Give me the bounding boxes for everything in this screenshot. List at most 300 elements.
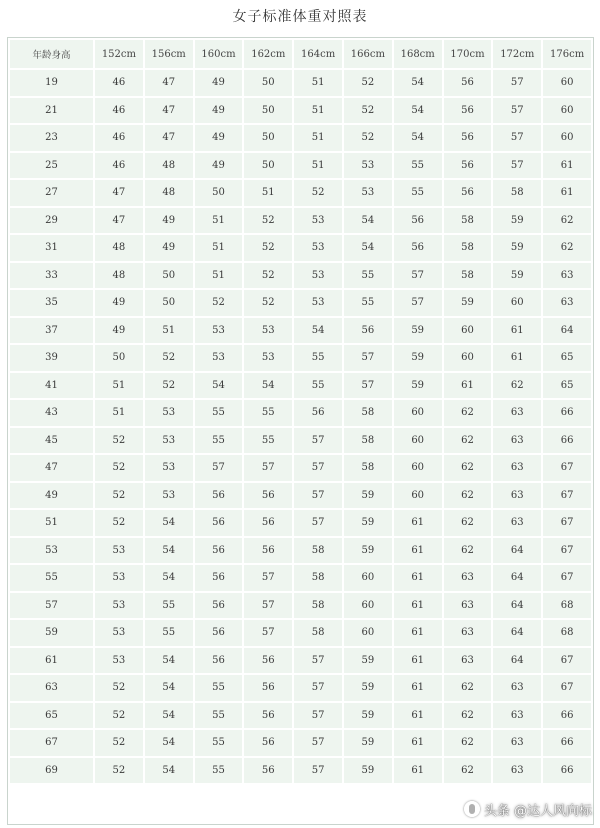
table-row [10, 510, 591, 536]
weight-cell: 52 [95, 758, 143, 784]
table-row [10, 290, 591, 316]
weight-cell: 52 [244, 208, 292, 234]
weight-cell: 55 [195, 428, 243, 454]
weight-cell: 60 [344, 593, 392, 619]
weight-cell: 65 [543, 345, 591, 371]
height-header: 156cm [145, 40, 193, 68]
weight-cell: 46 [95, 153, 143, 179]
weight-cell: 57 [394, 263, 442, 289]
table-row [10, 758, 591, 784]
weight-cell: 51 [294, 70, 342, 96]
weight-cell: 64 [493, 620, 541, 646]
table-row [10, 593, 591, 619]
weight-cell: 57 [394, 290, 442, 316]
weight-cell: 57 [294, 730, 342, 756]
height-header: 172cm [493, 40, 541, 68]
weight-cell: 50 [145, 290, 193, 316]
weight-cell: 50 [244, 125, 292, 151]
weight-cell: 55 [294, 373, 342, 399]
weight-cell: 62 [444, 675, 492, 701]
weight-cell: 49 [95, 318, 143, 344]
weight-cell: 63 [444, 565, 492, 591]
weight-cell: 54 [145, 703, 193, 729]
weight-cell: 64 [493, 565, 541, 591]
weight-cell: 57 [294, 483, 342, 509]
table-row [10, 180, 591, 206]
weight-cell: 53 [95, 565, 143, 591]
weight-cell: 57 [244, 593, 292, 619]
height-header: 152cm [95, 40, 143, 68]
weight-cell: 49 [145, 235, 193, 261]
weight-cell: 56 [394, 235, 442, 261]
weight-cell: 63 [493, 510, 541, 536]
age-cell: 19 [10, 70, 93, 96]
weight-cell: 67 [543, 483, 591, 509]
weight-cell: 53 [95, 620, 143, 646]
weight-cell: 57 [493, 70, 541, 96]
weight-cell: 52 [244, 263, 292, 289]
weight-cell: 56 [195, 538, 243, 564]
weight-cell: 50 [195, 180, 243, 206]
weight-cell: 63 [543, 290, 591, 316]
weight-cell: 46 [95, 125, 143, 151]
weight-cell: 55 [344, 290, 392, 316]
weight-cell: 62 [444, 703, 492, 729]
weight-cell: 56 [244, 483, 292, 509]
weight-cell: 62 [444, 538, 492, 564]
weight-cell: 52 [244, 235, 292, 261]
weight-cell: 59 [344, 648, 392, 674]
weight-cell: 62 [444, 510, 492, 536]
weight-cell: 67 [543, 675, 591, 701]
age-cell: 51 [10, 510, 93, 536]
weight-cell: 66 [543, 758, 591, 784]
weight-cell: 48 [145, 153, 193, 179]
weight-cell: 57 [294, 510, 342, 536]
weight-cell: 60 [444, 318, 492, 344]
weight-cell: 53 [145, 400, 193, 426]
weight-cell: 53 [95, 593, 143, 619]
weight-cell: 64 [493, 538, 541, 564]
weight-cell: 54 [195, 373, 243, 399]
weight-cell: 56 [344, 318, 392, 344]
weight-cell: 62 [444, 455, 492, 481]
weight-cell: 55 [195, 703, 243, 729]
weight-cell: 54 [394, 125, 442, 151]
age-cell: 45 [10, 428, 93, 454]
weight-cell: 57 [344, 345, 392, 371]
weight-cell: 48 [95, 263, 143, 289]
weight-table-container [7, 37, 594, 825]
weight-cell: 56 [195, 510, 243, 536]
weight-cell: 53 [244, 318, 292, 344]
height-header: 162cm [244, 40, 292, 68]
weight-cell: 59 [493, 235, 541, 261]
weight-cell: 58 [294, 565, 342, 591]
weight-cell: 58 [344, 428, 392, 454]
weight-cell: 58 [444, 263, 492, 289]
weight-cell: 57 [294, 455, 342, 481]
weight-cell: 56 [244, 510, 292, 536]
weight-cell: 58 [344, 455, 392, 481]
weight-cell: 52 [95, 428, 143, 454]
weight-cell: 59 [344, 730, 392, 756]
weight-cell: 51 [294, 125, 342, 151]
table-row [10, 98, 591, 124]
weight-cell: 62 [444, 428, 492, 454]
weight-cell: 63 [444, 593, 492, 619]
weight-cell: 55 [244, 428, 292, 454]
weight-cell: 46 [95, 70, 143, 96]
table-row [10, 208, 591, 234]
weight-cell: 62 [543, 208, 591, 234]
weight-cell: 59 [344, 538, 392, 564]
table-row [10, 318, 591, 344]
age-cell: 69 [10, 758, 93, 784]
weight-cell: 63 [493, 758, 541, 784]
weight-cell: 55 [244, 400, 292, 426]
weight-cell: 51 [244, 180, 292, 206]
table-row [10, 125, 591, 151]
table-row [10, 483, 591, 509]
weight-cell: 59 [394, 345, 442, 371]
table-row [10, 538, 591, 564]
age-cell: 25 [10, 153, 93, 179]
table-row [10, 648, 591, 674]
weight-cell: 56 [244, 730, 292, 756]
weight-cell: 60 [344, 565, 392, 591]
weight-cell: 67 [543, 565, 591, 591]
weight-cell: 60 [394, 455, 442, 481]
weight-cell: 63 [493, 400, 541, 426]
weight-cell: 61 [394, 648, 442, 674]
weight-cell: 52 [244, 290, 292, 316]
weight-cell: 54 [344, 235, 392, 261]
weight-cell: 60 [394, 483, 442, 509]
table-row [10, 263, 591, 289]
weight-cell: 67 [543, 455, 591, 481]
weight-cell: 56 [195, 593, 243, 619]
weight-cell: 52 [95, 483, 143, 509]
weight-cell: 58 [294, 620, 342, 646]
age-cell: 49 [10, 483, 93, 509]
weight-cell: 59 [344, 758, 392, 784]
weight-cell: 65 [543, 373, 591, 399]
weight-cell: 56 [244, 675, 292, 701]
weight-cell: 54 [344, 208, 392, 234]
page-title: 女子标准体重对照表 [232, 9, 368, 25]
weight-cell: 57 [294, 648, 342, 674]
weight-cell: 52 [95, 730, 143, 756]
weight-cell: 57 [294, 703, 342, 729]
weight-cell: 54 [294, 318, 342, 344]
weight-cell: 60 [543, 125, 591, 151]
weight-cell: 62 [543, 235, 591, 261]
weight-cell: 54 [145, 648, 193, 674]
weight-cell: 55 [394, 180, 442, 206]
age-cell: 37 [10, 318, 93, 344]
height-header: 166cm [344, 40, 392, 68]
weight-cell: 63 [444, 620, 492, 646]
weight-cell: 58 [294, 593, 342, 619]
corner-header: 年龄身高 [10, 40, 93, 68]
weight-cell: 63 [493, 428, 541, 454]
weight-cell: 66 [543, 730, 591, 756]
weight-cell: 61 [394, 510, 442, 536]
weight-cell: 60 [543, 98, 591, 124]
weight-cell: 53 [145, 483, 193, 509]
weight-cell: 47 [95, 180, 143, 206]
table-row [10, 400, 591, 426]
weight-cell: 56 [244, 703, 292, 729]
weight-cell: 54 [145, 510, 193, 536]
weight-cell: 52 [294, 180, 342, 206]
weight-cell: 61 [394, 593, 442, 619]
height-header: 160cm [195, 40, 243, 68]
weight-cell: 51 [195, 263, 243, 289]
weight-cell: 56 [444, 98, 492, 124]
weight-cell: 59 [394, 318, 442, 344]
weight-cell: 54 [394, 98, 442, 124]
weight-cell: 56 [195, 620, 243, 646]
weight-cell: 55 [145, 620, 193, 646]
weight-cell: 60 [394, 400, 442, 426]
weight-cell: 52 [145, 345, 193, 371]
weight-cell: 51 [294, 98, 342, 124]
table-row [10, 675, 591, 701]
weight-cell: 56 [444, 70, 492, 96]
weight-cell: 46 [95, 98, 143, 124]
age-cell: 31 [10, 235, 93, 261]
weight-cell: 61 [394, 730, 442, 756]
weight-cell: 55 [195, 730, 243, 756]
weight-cell: 57 [493, 98, 541, 124]
weight-cell: 57 [244, 455, 292, 481]
weight-cell: 56 [294, 400, 342, 426]
weight-cell: 61 [394, 565, 442, 591]
weight-cell: 56 [394, 208, 442, 234]
weight-cell: 64 [543, 318, 591, 344]
weight-cell: 57 [195, 455, 243, 481]
weight-cell: 54 [145, 730, 193, 756]
weight-cell: 62 [444, 730, 492, 756]
weight-cell: 60 [493, 290, 541, 316]
weight-cell: 53 [244, 345, 292, 371]
age-cell: 61 [10, 648, 93, 674]
weight-cell: 47 [145, 70, 193, 96]
table-row [10, 565, 591, 591]
weight-cell: 57 [493, 153, 541, 179]
age-cell: 35 [10, 290, 93, 316]
weight-cell: 55 [195, 758, 243, 784]
weight-cell: 59 [493, 208, 541, 234]
weight-cell: 55 [294, 345, 342, 371]
age-cell: 59 [10, 620, 93, 646]
table-row [10, 620, 591, 646]
weight-cell: 53 [145, 428, 193, 454]
age-cell: 63 [10, 675, 93, 701]
weight-cell: 67 [543, 538, 591, 564]
weight-cell: 53 [294, 290, 342, 316]
weight-cell: 54 [145, 675, 193, 701]
weight-cell: 54 [145, 538, 193, 564]
weight-cell: 61 [394, 538, 442, 564]
weight-cell: 47 [145, 98, 193, 124]
weight-cell: 61 [394, 703, 442, 729]
weight-cell: 50 [95, 345, 143, 371]
weight-cell: 56 [195, 483, 243, 509]
weight-cell: 52 [344, 70, 392, 96]
weight-cell: 61 [493, 345, 541, 371]
weight-cell: 51 [195, 235, 243, 261]
weight-cell: 50 [244, 70, 292, 96]
weight-cell: 59 [444, 290, 492, 316]
weight-cell: 57 [244, 620, 292, 646]
table-row [10, 70, 591, 96]
weight-cell: 68 [543, 593, 591, 619]
weight-cell: 59 [344, 675, 392, 701]
weight-cell: 56 [244, 648, 292, 674]
weight-cell: 62 [444, 758, 492, 784]
weight-cell: 66 [543, 703, 591, 729]
weight-cell: 49 [195, 70, 243, 96]
weight-cell: 58 [493, 180, 541, 206]
height-header: 164cm [294, 40, 342, 68]
weight-cell: 49 [195, 125, 243, 151]
weight-cell: 53 [294, 263, 342, 289]
weight-cell: 51 [95, 373, 143, 399]
weight-cell: 53 [294, 235, 342, 261]
weight-cell: 58 [344, 400, 392, 426]
table-row [10, 373, 591, 399]
weight-cell: 53 [195, 318, 243, 344]
weight-cell: 58 [294, 538, 342, 564]
age-cell: 23 [10, 125, 93, 151]
weight-cell: 61 [444, 373, 492, 399]
weight-cell: 68 [543, 620, 591, 646]
table-row [10, 153, 591, 179]
weight-cell: 60 [444, 345, 492, 371]
weight-cell: 50 [244, 153, 292, 179]
weight-cell: 63 [493, 483, 541, 509]
weight-cell: 53 [95, 538, 143, 564]
weight-cell: 55 [145, 593, 193, 619]
age-cell: 65 [10, 703, 93, 729]
table-body [10, 70, 591, 783]
age-cell: 67 [10, 730, 93, 756]
weight-cell: 66 [543, 400, 591, 426]
weight-cell: 61 [493, 318, 541, 344]
weight-cell: 50 [244, 98, 292, 124]
weight-cell: 63 [493, 675, 541, 701]
weight-cell: 52 [95, 703, 143, 729]
weight-cell: 59 [344, 483, 392, 509]
weight-cell: 56 [444, 125, 492, 151]
weight-cell: 57 [294, 758, 342, 784]
weight-cell: 50 [145, 263, 193, 289]
weight-cell: 52 [95, 455, 143, 481]
weight-cell: 49 [195, 98, 243, 124]
height-header: 168cm [394, 40, 442, 68]
weight-cell: 57 [294, 675, 342, 701]
age-cell: 33 [10, 263, 93, 289]
weight-cell: 64 [493, 648, 541, 674]
weight-cell: 60 [543, 70, 591, 96]
weight-cell: 47 [95, 208, 143, 234]
weight-cell: 51 [195, 208, 243, 234]
weight-cell: 53 [195, 345, 243, 371]
age-cell: 41 [10, 373, 93, 399]
weight-cell: 54 [145, 758, 193, 784]
weight-cell: 63 [493, 455, 541, 481]
age-cell: 27 [10, 180, 93, 206]
age-cell: 53 [10, 538, 93, 564]
weight-cell: 61 [394, 758, 442, 784]
weight-cell: 61 [543, 153, 591, 179]
weight-cell: 54 [244, 373, 292, 399]
height-header: 170cm [444, 40, 492, 68]
weight-cell: 56 [444, 180, 492, 206]
weight-cell: 52 [95, 675, 143, 701]
weight-cell: 59 [344, 703, 392, 729]
weight-cell: 48 [145, 180, 193, 206]
weight-cell: 62 [444, 483, 492, 509]
weight-cell: 62 [444, 400, 492, 426]
table-row [10, 345, 591, 371]
weight-cell: 49 [95, 290, 143, 316]
weight-cell: 59 [394, 373, 442, 399]
weight-cell: 56 [444, 153, 492, 179]
weight-cell: 51 [145, 318, 193, 344]
age-cell: 21 [10, 98, 93, 124]
weight-cell: 52 [195, 290, 243, 316]
weight-cell: 55 [195, 400, 243, 426]
weight-cell: 52 [344, 98, 392, 124]
table-header-row [10, 40, 591, 68]
watermark [464, 798, 592, 820]
weight-cell: 57 [294, 428, 342, 454]
weight-cell: 67 [543, 648, 591, 674]
age-cell: 47 [10, 455, 93, 481]
age-cell: 55 [10, 565, 93, 591]
watermark-logo-icon [464, 801, 480, 817]
weight-cell: 60 [394, 428, 442, 454]
table-row [10, 428, 591, 454]
weight-cell: 49 [195, 153, 243, 179]
weight-cell: 63 [493, 703, 541, 729]
weight-cell: 52 [95, 510, 143, 536]
weight-cell: 61 [543, 180, 591, 206]
weight-cell: 52 [145, 373, 193, 399]
weight-cell: 61 [394, 675, 442, 701]
weight-cell: 57 [344, 373, 392, 399]
weight-cell: 53 [344, 180, 392, 206]
weight-cell: 53 [145, 455, 193, 481]
weight-cell: 57 [493, 125, 541, 151]
weight-cell: 56 [244, 538, 292, 564]
weight-cell: 54 [145, 565, 193, 591]
weight-cell: 53 [95, 648, 143, 674]
age-cell: 43 [10, 400, 93, 426]
weight-cell: 53 [344, 153, 392, 179]
weight-cell: 48 [95, 235, 143, 261]
weight-cell: 63 [543, 263, 591, 289]
weight-cell: 59 [344, 510, 392, 536]
weight-table [8, 38, 593, 785]
weight-cell: 51 [95, 400, 143, 426]
weight-cell: 61 [394, 620, 442, 646]
weight-cell: 54 [394, 70, 442, 96]
